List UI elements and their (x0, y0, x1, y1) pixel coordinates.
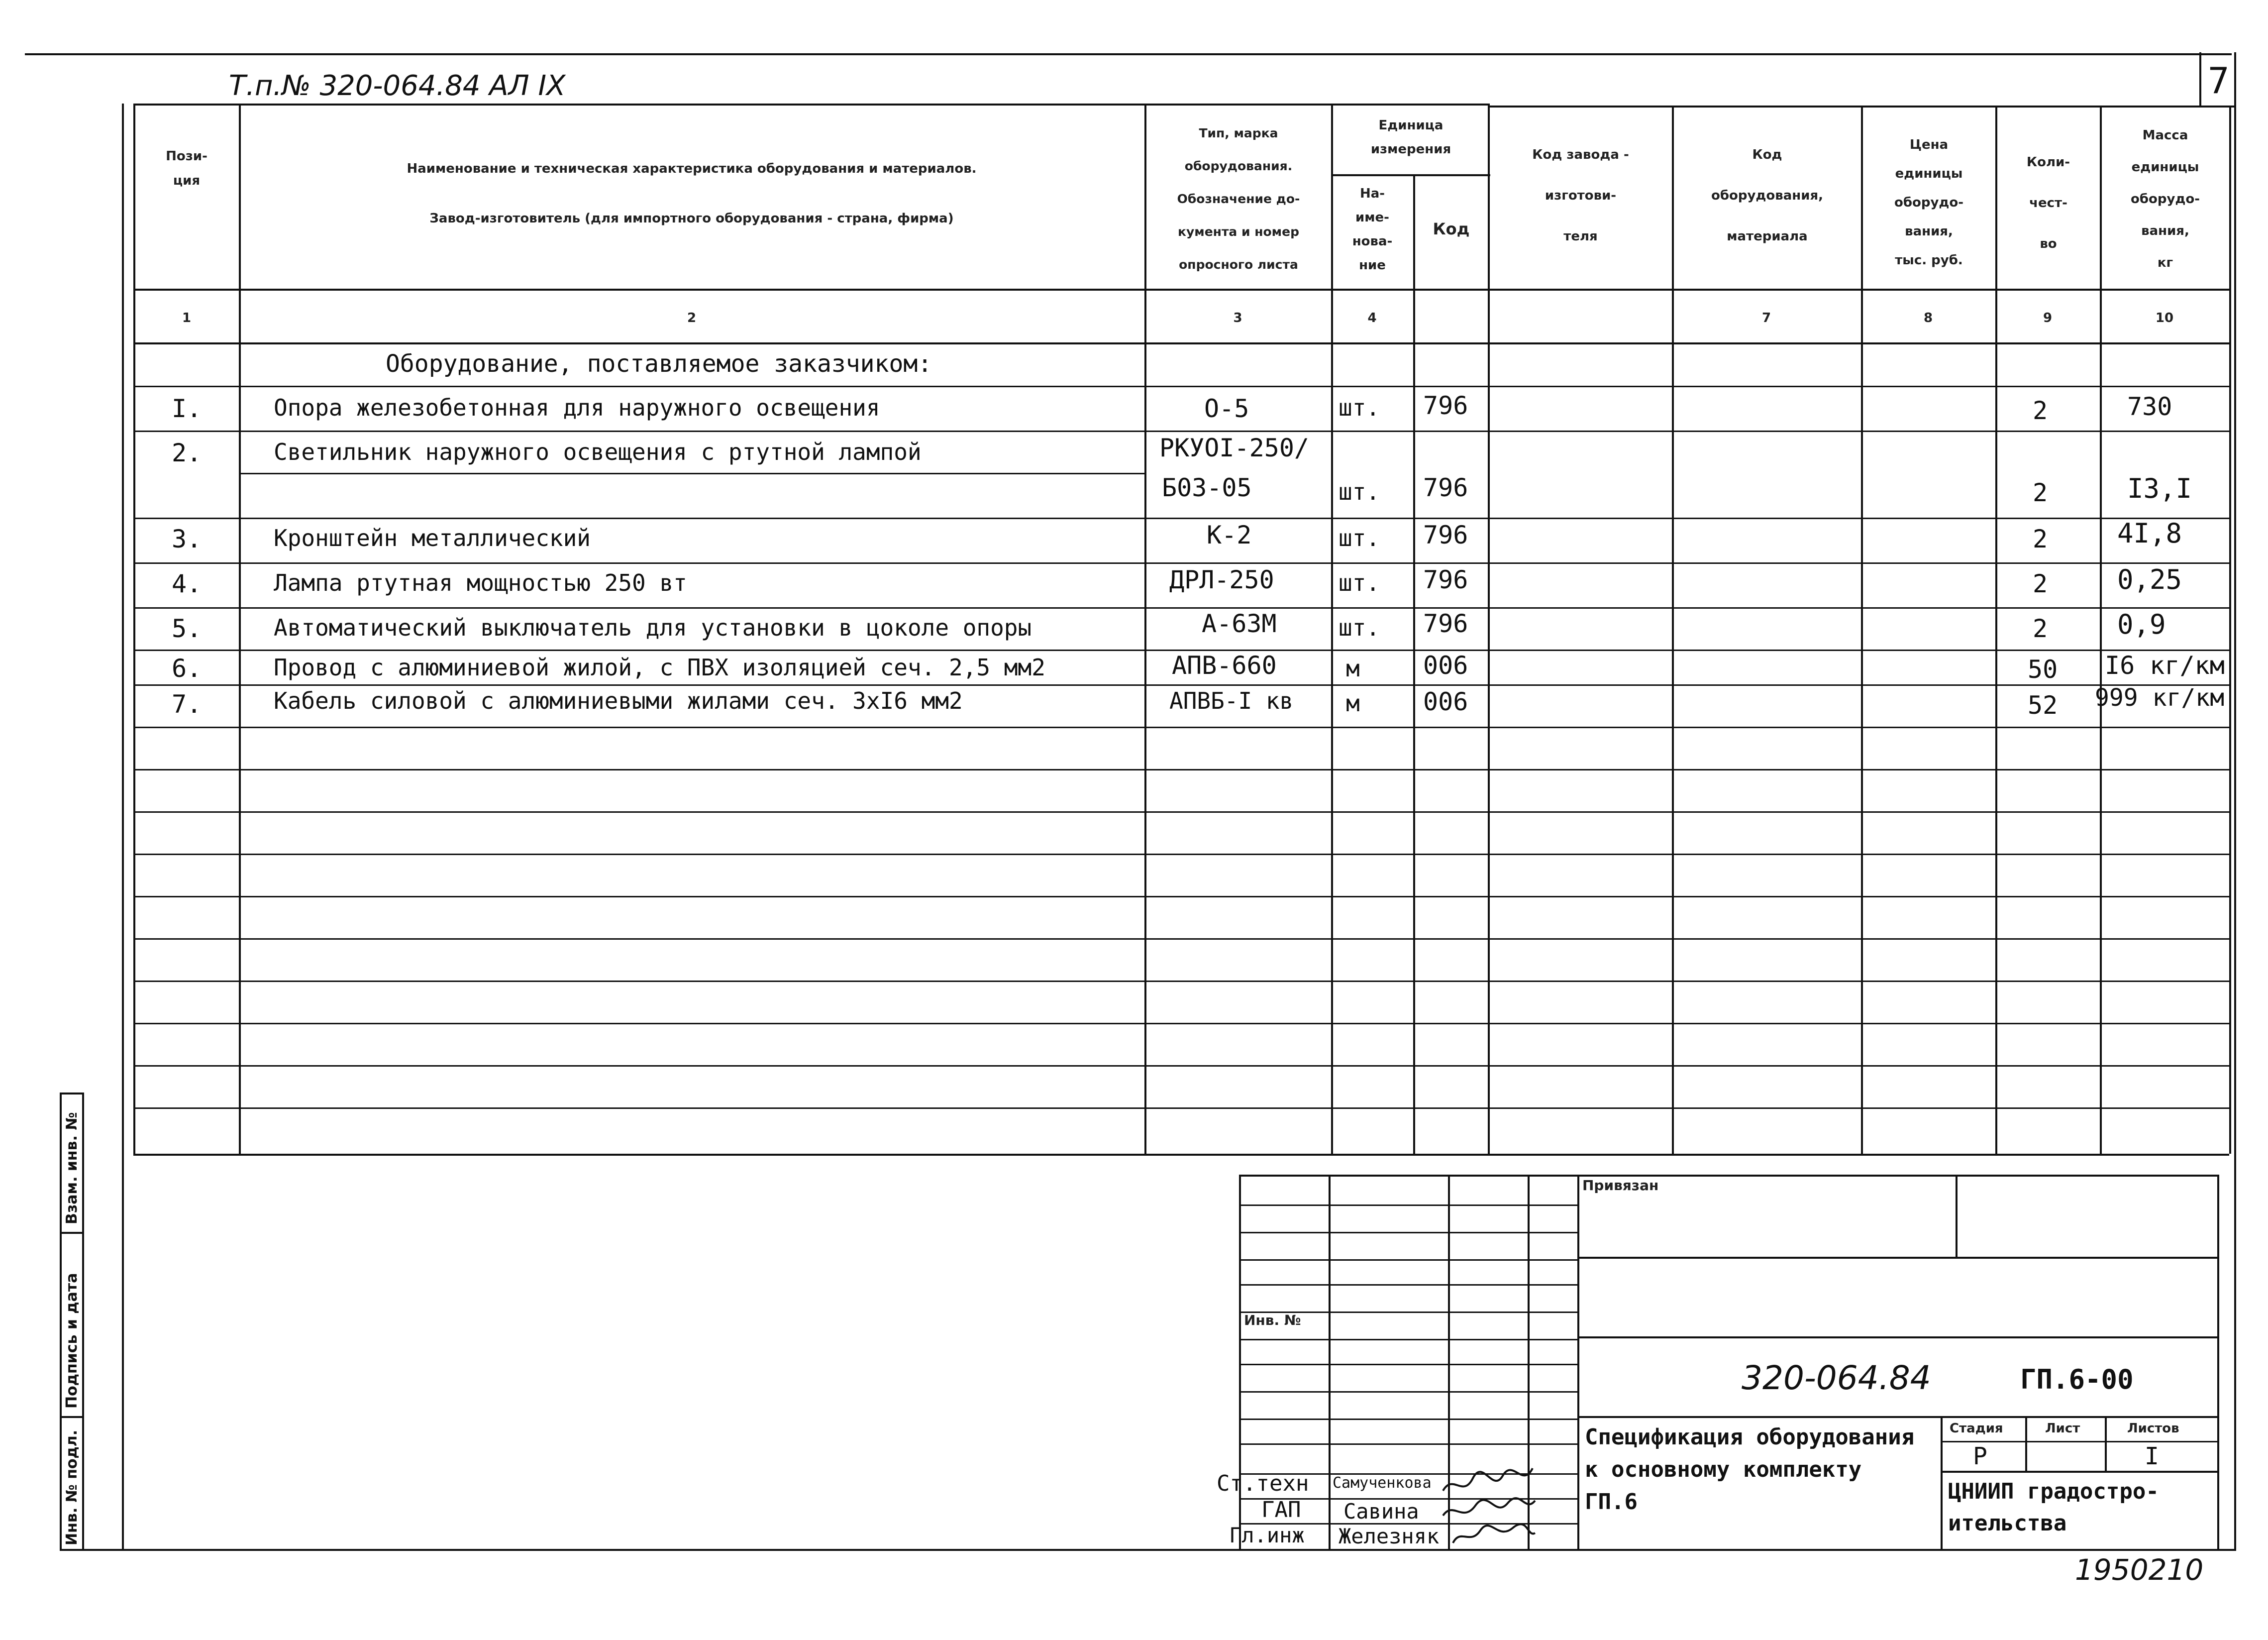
row-name: Кронштейн металлический (274, 525, 591, 551)
row-type: О-5 (1204, 394, 1249, 423)
col-num-10: 10 (2155, 311, 2174, 326)
handwritten-signatures (1438, 1458, 1538, 1553)
signature-role: Гл.инж (1229, 1523, 1305, 1547)
row-unit: м (1346, 655, 1360, 682)
row-name: Лампа ртутная мощностью 250 вт (274, 569, 687, 596)
section-title: Оборудование, поставляемое заказчиком: (386, 350, 932, 378)
row-mass: I3,I (2127, 473, 2192, 504)
row-type: АПВ-660 (1172, 651, 1277, 680)
row-type: К-2 (1207, 521, 1252, 549)
header-type: Тип, марка оборудования. Обозначение до- кумента и номер опросного листа (1177, 126, 1300, 272)
row-name: Светильник наружного освещения с ртутной лампой (274, 438, 922, 465)
row-pos: 3. (172, 525, 202, 553)
row-pos: 7. (172, 690, 202, 719)
row-unit: шт. (1339, 569, 1380, 596)
side-label-sign: Подпись и дата (63, 1273, 81, 1409)
row-code: 796 (1423, 609, 1468, 638)
col-num-2: 2 (687, 311, 697, 326)
sheets-label: Листов (2127, 1421, 2179, 1436)
col-num-8: 8 (1923, 311, 1933, 326)
col-num-4: 4 (1367, 311, 1377, 326)
header-qty: Коли- чест- во (2026, 155, 2070, 251)
row-type: Б03-05 (1162, 473, 1252, 502)
row-name: Кабель силовой с алюминиевыми жилами сеч. 3хI6 мм2 (274, 687, 963, 714)
row-type: ДРЛ-250 (1169, 565, 1274, 594)
row-type: А-63М (1202, 609, 1277, 638)
header-unit-name: На- име- нова- ние (1352, 186, 1393, 273)
row-name: Провод с алюминиевой жилой, с ПВХ изоляцией сеч. 2,5 мм2 (274, 654, 1045, 681)
header-unit-code: Код (1433, 219, 1470, 238)
row-qty: 2 (2033, 525, 2048, 553)
row-pos: 6. (172, 654, 202, 683)
stamp-number: 1950210 (2075, 1553, 2204, 1587)
signature-role: Ст.техн (1217, 1471, 1309, 1496)
header-pos: Пози- ция (166, 149, 207, 189)
row-mass: 4I,8 (2117, 518, 2182, 549)
row-type: РКУОI-250/ (1159, 434, 1310, 462)
row-code: 796 (1423, 473, 1468, 502)
col-num-7: 7 (1761, 311, 1771, 326)
row-qty: 2 (2033, 614, 2048, 643)
stage-label: Стадия (1950, 1421, 2003, 1436)
signature-name: Савина (1343, 1499, 1419, 1524)
row-mass: 999 кг/км (2095, 684, 2225, 712)
signature-name: Железняк (1339, 1524, 1440, 1548)
page-number: 7 (2208, 60, 2230, 102)
row-qty: 2 (2033, 396, 2048, 425)
row-mass: I6 кг/км (2105, 651, 2225, 680)
signature-name: Самученкова (1333, 1474, 1432, 1492)
document-title: Спецификация оборудования к основному комплекту ГП.6 (1585, 1424, 1915, 1515)
row-qty: 52 (2028, 691, 2058, 720)
side-label-orig: Инв. № подл. (63, 1429, 81, 1545)
stage-value: Р (1973, 1442, 1987, 1470)
header-name-line2: Завод-изготовитель (для импортного оборудования - страна, фирма) (429, 211, 954, 226)
sheet-code: ГП.6-00 (2020, 1364, 2134, 1395)
header-equip-code: Код оборудования, материала (1711, 147, 1824, 244)
row-code: 796 (1423, 391, 1468, 420)
row-type: АПВБ-I кв (1169, 687, 1294, 714)
row-mass: 0,9 (2117, 609, 2166, 640)
row-code: 796 (1423, 521, 1468, 549)
row-unit: шт. (1339, 478, 1380, 505)
col-num-1: 1 (182, 311, 192, 326)
header-name-line1: Наименование и техническая характеристика оборудования и материалов. (407, 161, 977, 176)
row-code: 006 (1423, 687, 1468, 716)
row-unit: шт. (1339, 614, 1380, 641)
header-unit-group: Единица измерения (1370, 118, 1451, 157)
col-num-3: 3 (1233, 311, 1242, 326)
header-price: Цена единицы оборудо- вания, тыс. руб. (1894, 137, 1964, 268)
header-factory-code: Код завода - изготови- теля (1532, 147, 1629, 244)
row-pos: 2. (172, 438, 202, 467)
row-name: Автоматический выключатель для установки в цоколе опоры (274, 614, 1032, 641)
col-num-9: 9 (2043, 311, 2053, 326)
row-qty: 2 (2033, 478, 2048, 507)
row-qty: 50 (2028, 655, 2058, 684)
privyazan-label: Привязан (1582, 1177, 1659, 1194)
row-pos: I. (172, 394, 202, 423)
row-name: Опора железобетонная для наружного освещения (274, 394, 880, 421)
project-ref: Т.п.№ 320-064.84 АЛ IX (229, 70, 566, 102)
row-unit: м (1346, 690, 1360, 717)
row-pos: 4. (172, 569, 202, 598)
row-mass: 0,25 (2117, 564, 2182, 595)
inv-no-label: Инв. № (1244, 1312, 1301, 1328)
signature-role: ГАП (1261, 1497, 1301, 1523)
sheets-value: I (2145, 1442, 2159, 1470)
row-code: 796 (1423, 565, 1468, 594)
row-unit: шт. (1339, 394, 1380, 421)
row-unit: шт. (1339, 525, 1380, 551)
row-qty: 2 (2033, 569, 2048, 598)
row-pos: 5. (172, 614, 202, 643)
organization: ЦНИИП градостро- ительства (1948, 1479, 2159, 1536)
side-label-swap: Взам. инв. № (63, 1112, 81, 1224)
sheet-label: Лист (2045, 1421, 2080, 1436)
header-mass: Масса единицы оборудо- вания, кг (2130, 128, 2200, 270)
row-code: 006 (1423, 651, 1468, 680)
row-mass: 730 (2127, 392, 2172, 421)
doc-number: 320-064.84 (1742, 1359, 1931, 1397)
